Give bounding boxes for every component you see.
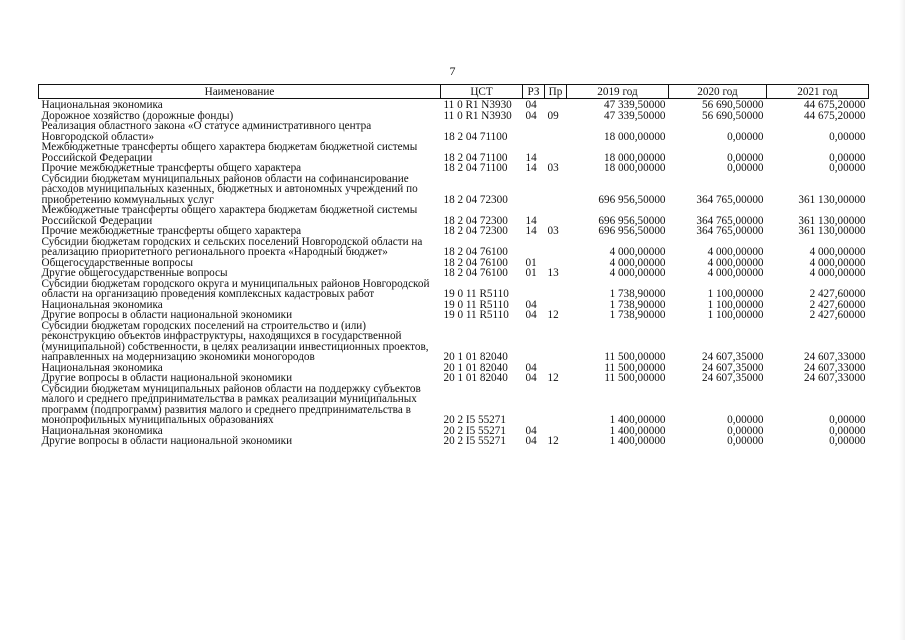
cell-2021: 0,00000: [829, 435, 866, 447]
cell-2019: 1 400,00000: [609, 424, 666, 437]
cell-rz: [523, 321, 545, 363]
cell-2020: 4 000,00000: [707, 256, 764, 269]
table-row: [39, 99, 869, 111]
cell-rz: 14: [525, 162, 537, 174]
table-row: [39, 163, 869, 174]
cell-2020: 4 000,00000: [707, 246, 764, 258]
cell-pr: [545, 279, 567, 300]
table-header-row: [39, 85, 869, 99]
cell-2021: 0,00000: [829, 151, 866, 164]
cell-2020: 364 765,00000: [696, 214, 764, 227]
cell-name: Национальная экономика: [41, 99, 163, 111]
cell-2020: 0,00000: [727, 130, 764, 143]
cell-2021: 2 427,60000: [809, 288, 866, 300]
cell-rz: [523, 121, 545, 142]
table-row: [39, 436, 869, 447]
cell-2019: 1 738,90000: [609, 309, 666, 321]
table-row: [39, 384, 869, 426]
table-row: [39, 279, 869, 300]
cell-cst: 19 0 11 R5110: [443, 298, 509, 311]
cell-cst: 20 2 I5 55271: [443, 414, 506, 426]
cell-name: Межбюджетные трансферты общего характера бюджетам бюджетной системы Российской Федерации: [41, 204, 418, 227]
cell-name: Прочие межбюджетные трансферты общего характера: [41, 225, 302, 237]
cell-2020: 1 100,00000: [707, 309, 764, 321]
cell-2021: 4 000,00000: [809, 246, 866, 258]
cell-cst: 18 2 04 71100: [443, 130, 508, 143]
cell-pr: [545, 174, 567, 206]
cell-rz: 04: [525, 298, 537, 311]
cell-pr: 03: [547, 162, 559, 174]
cell-2019: 696 956,50000: [598, 225, 666, 237]
cell-2020: 56 690,50000: [701, 109, 764, 122]
cell-2019: 1 400,00000: [609, 435, 666, 447]
cell-cst: 20 1 01 82040: [443, 361, 508, 374]
table-row: [39, 205, 869, 226]
cell-2020: 0,00000: [727, 162, 764, 174]
cell-2020: 0,00000: [727, 151, 764, 164]
table-row: [39, 373, 869, 384]
table-row: [39, 310, 869, 321]
cell-cst: 19 0 11 R5110: [443, 309, 509, 321]
cell-name: Прочие межбюджетные трансферты общего характера: [41, 162, 302, 174]
cell-2019: 1 738,90000: [609, 288, 666, 300]
cell-cst: 11 0 R1 N3930: [443, 109, 512, 122]
cell-2019: 47 339,50000: [603, 109, 666, 122]
cell-pr: [545, 99, 567, 111]
cell-cst: 18 2 04 76100: [443, 256, 508, 269]
cell-name: Межбюджетные трансферты общего характера бюджетам бюджетной системы Российской Федерации: [41, 141, 418, 164]
cell-pr: 12: [547, 435, 559, 447]
page-number: 7: [449, 64, 456, 78]
cell-rz: 04: [525, 309, 537, 321]
table-body: [39, 99, 869, 447]
cell-name: Дорожное хозяйство (дорожные фонды): [41, 109, 234, 122]
cell-rz: 04: [525, 435, 537, 447]
cell-2020: 0,00000: [727, 414, 764, 426]
cell-2020: 1 100,00000: [707, 288, 764, 300]
cell-2019: 1 738,90000: [609, 298, 666, 311]
header-rz: РЗ: [523, 85, 545, 99]
cell-rz: 14: [525, 214, 537, 227]
cell-cst: 20 2 I5 55271: [443, 435, 506, 447]
cell-2021: 44 675,20000: [803, 109, 866, 122]
cell-pr: [545, 384, 567, 426]
cell-cst: 18 2 04 72300: [443, 214, 508, 227]
cell-2019: 4 000,00000: [609, 256, 666, 269]
cell-2020: 364 765,00000: [696, 193, 764, 206]
cell-rz: [523, 174, 545, 206]
cell-cst: 11 0 R1 N3930: [443, 99, 512, 111]
cell-name: Субсидии бюджетам муниципальных районов области на поддержку субъектов малого и среднего предпринимательства в рамках реализации муниципальных программ (подпрограмм) развития малого и среднего предпринимательства в монопрофильных муниципальных образованиях: [41, 382, 421, 426]
header-2019: 2019 год: [567, 85, 669, 99]
table-row: [39, 142, 869, 163]
cell-2019: 4 000,00000: [609, 267, 666, 279]
cell-2019: 1 400,00000: [609, 414, 666, 426]
cell-name: Субсидии бюджетам городских и сельских поселений Новгородской области на реализацию приоритетного регионального проекта «Народный бюджет»: [41, 235, 423, 258]
cell-pr: [545, 121, 567, 142]
cell-2020: 24 607,35000: [701, 361, 764, 374]
cell-name: Реализация областного закона «О статусе административного центра Новгородской области»: [41, 120, 372, 143]
cell-rz: [523, 279, 545, 300]
cell-name: Субсидии бюджетам городского округа и муниципальных районов Новгородской области на организацию проведения комплексных кадастровых работ: [41, 277, 430, 300]
cell-cst: 18 2 04 71100: [443, 151, 508, 164]
cell-2020: 364 765,00000: [696, 225, 764, 237]
cell-pr: [545, 237, 567, 258]
cell-rz: 04: [525, 109, 537, 122]
cell-2019: 11 500,00000: [604, 351, 666, 363]
cell-rz: 01: [525, 256, 537, 269]
cell-name: Другие вопросы в области национальной экономики: [41, 435, 293, 447]
cell-cst: 18 2 04 76100: [443, 267, 508, 279]
cell-rz: 04: [525, 424, 537, 437]
cell-pr: 09: [547, 109, 559, 122]
cell-pr: [545, 321, 567, 363]
cell-pr: 03: [547, 225, 559, 237]
header-pr: Пр: [545, 85, 567, 99]
cell-name: Другие вопросы в области национальной экономики: [41, 372, 293, 384]
cell-name: Другие общегосударственные вопросы: [41, 267, 228, 279]
cell-rz: 04: [525, 99, 537, 111]
cell-rz: 04: [525, 372, 537, 384]
cell-cst: 20 1 01 82040: [443, 351, 508, 363]
cell-cst: 20 1 01 82040: [443, 372, 508, 384]
cell-2021: 44 675,20000: [803, 99, 866, 111]
cell-2019: 47 339,50000: [603, 99, 666, 111]
cell-2021: 0,00000: [829, 162, 866, 174]
cell-2020: 0,00000: [727, 424, 764, 437]
header-2020: 2020 год: [669, 85, 767, 99]
cell-2019: 18 000,00000: [603, 151, 666, 164]
cell-2019: 11 500,00000: [604, 361, 666, 374]
cell-rz: 14: [525, 225, 537, 237]
table-row: [39, 268, 869, 279]
cell-2021: 4 000,00000: [809, 267, 866, 279]
cell-2019: 696 956,50000: [598, 193, 666, 206]
header-cst: ЦСТ: [441, 85, 523, 99]
cell-pr: [545, 205, 567, 226]
cell-2021: 0,00000: [829, 414, 866, 426]
cell-name: Национальная экономика: [41, 424, 163, 437]
cell-cst: 18 2 04 76100: [443, 246, 508, 258]
cell-2021: 2 427,60000: [809, 298, 866, 311]
table-row: [39, 226, 869, 237]
cell-2021: 24 607,33000: [803, 361, 866, 374]
cell-cst: 18 2 04 72300: [443, 193, 508, 206]
cell-2020: 4 000,00000: [707, 267, 764, 279]
cell-cst: 18 2 04 72300: [443, 225, 508, 237]
cell-2020: 24 607,35000: [701, 372, 764, 384]
cell-2020: 1 100,00000: [707, 298, 764, 311]
header-name: Наименование: [39, 85, 441, 99]
cell-pr: [545, 142, 567, 163]
cell-cst: 19 0 11 R5110: [443, 288, 509, 300]
cell-rz: [523, 384, 545, 426]
cell-name: Национальная экономика: [41, 361, 163, 374]
cell-2021: 0,00000: [829, 424, 866, 437]
cell-2020: 56 690,50000: [701, 99, 764, 111]
cell-2021: 4 000,00000: [809, 256, 866, 269]
cell-cst: 20 2 I5 55271: [443, 424, 506, 437]
cell-rz: [523, 237, 545, 258]
cell-name: Другие вопросы в области национальной экономики: [41, 309, 293, 321]
cell-2019: 18 000,00000: [603, 162, 666, 174]
scan-edge: [899, 0, 905, 640]
cell-2021: 361 130,00000: [798, 225, 866, 237]
cell-2020: 24 607,35000: [701, 351, 764, 363]
cell-rz: 14: [525, 151, 537, 164]
table-row: [39, 174, 869, 206]
cell-2021: 0,00000: [829, 130, 866, 143]
table-row: [39, 321, 869, 363]
cell-pr: 13: [547, 267, 559, 279]
cell-name: Субсидии бюджетам муниципальных районов области на софинансирование расходов муниципальных казенных, бюджетных и автономных учреждений по приобретению коммунальных услуг: [41, 172, 418, 206]
cell-2019: 696 956,50000: [598, 214, 666, 227]
header-2021: 2021 год: [767, 85, 869, 99]
table-row: [39, 121, 869, 142]
cell-2019: 4 000,00000: [609, 246, 666, 258]
cell-2021: 24 607,33000: [803, 372, 866, 384]
cell-2021: 24 607,33000: [803, 351, 866, 363]
cell-2021: 2 427,60000: [809, 309, 866, 321]
cell-2020: 0,00000: [727, 435, 764, 447]
budget-table: [38, 84, 869, 447]
table-row: [39, 237, 869, 258]
cell-name: Общегосударственные вопросы: [41, 256, 194, 269]
cell-2021: 361 130,00000: [798, 214, 866, 227]
cell-pr: 12: [547, 309, 559, 321]
cell-cst: 18 2 04 71100: [443, 162, 508, 174]
cell-rz: 01: [525, 267, 537, 279]
cell-2021: 361 130,00000: [798, 193, 866, 206]
cell-2019: 11 500,00000: [604, 372, 666, 384]
cell-name: Национальная экономика: [41, 298, 163, 311]
cell-rz: 04: [525, 361, 537, 374]
cell-name: Субсидии бюджетам городских поселений на строительство и (или) реконструкцию объектов инфраструктуры, находящихся в государственной (муниципальной) собственности, в целях реализации инвестиционных проектов, направленных на модернизацию экономики моногородов: [41, 319, 429, 363]
cell-2019: 18 000,00000: [603, 130, 666, 143]
cell-pr: 12: [547, 372, 559, 384]
